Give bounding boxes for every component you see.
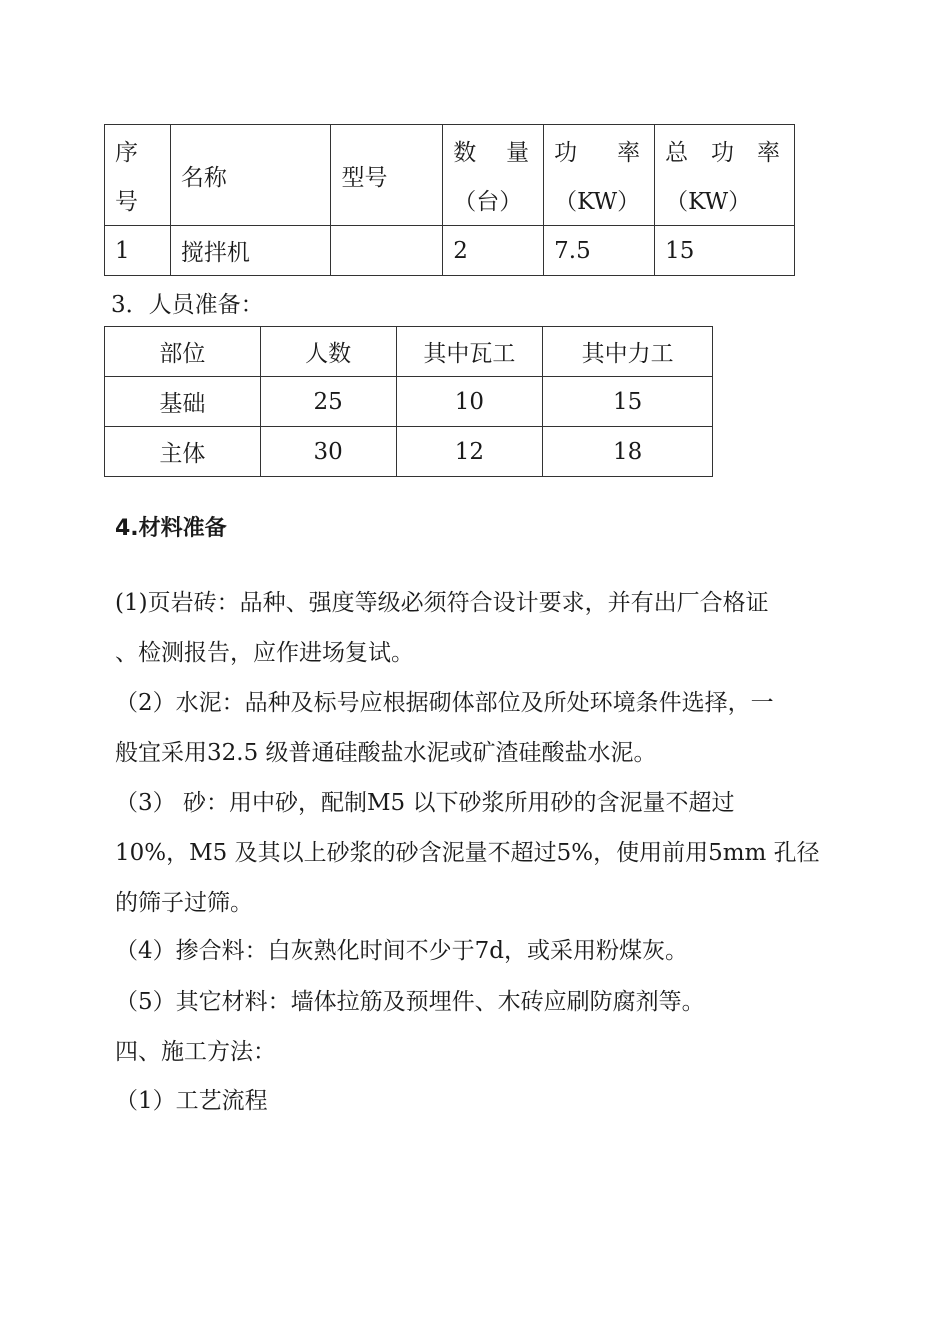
header-masons: 其中瓦工 xyxy=(396,327,543,377)
cell-laborers: 18 xyxy=(543,427,713,477)
cell-count: 30 xyxy=(260,427,396,477)
cell-masons: 10 xyxy=(396,377,543,427)
cell-total-power: 15 xyxy=(655,226,795,276)
paragraph-line: 的筛子过筛。 xyxy=(115,890,253,916)
cell-seq: 1 xyxy=(105,226,171,276)
cell-quantity: 2 xyxy=(443,226,544,276)
table-row xyxy=(105,427,713,477)
paragraph-line: （4）掺合料：白灰熟化时间不少于7d，或采用粉煤灰。 xyxy=(115,938,688,964)
header-seq: 序 号 xyxy=(105,125,171,226)
header-laborers: 其中力工 xyxy=(543,327,713,377)
paragraph-line: 般宜采用32.5 级普通硅酸盐水泥或矿渣硅酸盐水泥。 xyxy=(115,740,657,766)
paragraph-line: （2）水泥：品种及标号应根据砌体部位及所处环境条件选择，一 xyxy=(115,690,774,716)
staff-heading: 3．人员准备： xyxy=(111,292,264,318)
header-name: 名称 xyxy=(170,125,331,226)
materials-heading: 4.材料准备 xyxy=(115,516,227,541)
cell-model xyxy=(331,226,443,276)
header-model: 型号 xyxy=(331,125,443,226)
staff-table xyxy=(104,326,713,477)
cell-masons: 12 xyxy=(396,427,543,477)
header-quantity: 数 量 （台） xyxy=(443,125,544,226)
subsection-heading: （1）工艺流程 xyxy=(115,1088,268,1114)
paragraph-line: （3） 砂：用中砂，配制M5 以下砂浆所用砂的含泥量不超过 xyxy=(115,790,735,816)
cell-laborers: 15 xyxy=(543,377,713,427)
header-total-power: 总 功 率 （KW） xyxy=(655,125,795,226)
table-row xyxy=(105,377,713,427)
staff-header-row xyxy=(105,327,713,377)
paragraph-line: （5）其它材料：墙体拉筋及预埋件、木砖应刷防腐剂等。 xyxy=(115,989,705,1015)
header-power: 功 率 （KW） xyxy=(544,125,655,226)
paragraph-line: 、检测报告，应作进场复试。 xyxy=(115,640,414,666)
cell-count: 25 xyxy=(260,377,396,427)
equipment-header-row xyxy=(105,125,795,226)
section-heading: 四、施工方法： xyxy=(115,1039,276,1065)
cell-part: 基础 xyxy=(105,377,261,427)
table-row xyxy=(105,226,795,276)
equipment-table xyxy=(104,124,795,276)
cell-part: 主体 xyxy=(105,427,261,477)
paragraph-line: 10%，M5 及其以上砂浆的砂含泥量不超过5%，使用前用5mm 孔径 xyxy=(115,840,820,866)
header-part: 部位 xyxy=(105,327,261,377)
header-count: 人数 xyxy=(260,327,396,377)
paragraph-line: (1)页岩砖：品种、强度等级必须符合设计要求，并有出厂合格证 xyxy=(115,590,769,616)
cell-power: 7.5 xyxy=(544,226,655,276)
cell-name: 搅拌机 xyxy=(170,226,331,276)
